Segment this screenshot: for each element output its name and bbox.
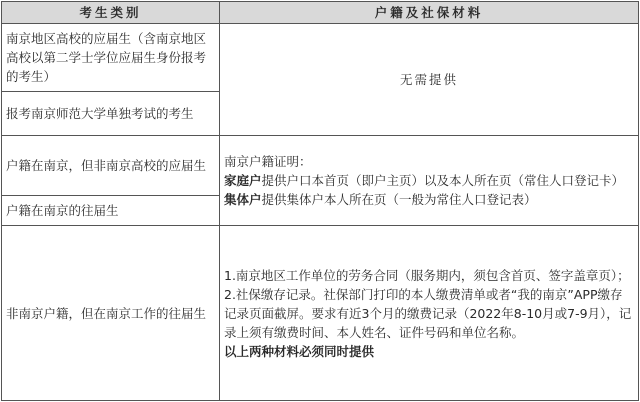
category-cell: 非南京户籍，但在南京工作的往届生 — [2, 226, 220, 401]
family-label: 家庭户 — [224, 173, 262, 188]
material-note: 以上两种材料必须同时提供 — [224, 343, 375, 359]
table-row — [2, 226, 639, 401]
header-materials: 户籍及社保材料 — [220, 2, 639, 24]
material-title: 南京户籍证明： — [224, 154, 312, 169]
material-item-2: 2.社保缴存记录。社保部门打印的本人缴费清单或者“我的南京”APP缴存记录页面截屏。要求有近3个月的缴费记录（2022年8-10月或7-9月），记录上须有缴费时间、本人姓名、证件号码和单位名称。 — [224, 286, 632, 340]
material-cell-nonlocal — [220, 226, 639, 401]
collective-text: 提供集体户本人所在页（一般为常住人口登记表） — [261, 192, 537, 207]
family-line — [224, 171, 634, 190]
category-cell: 户籍在南京的往届生 — [2, 196, 220, 226]
table-row — [2, 24, 639, 92]
collective-line — [224, 190, 634, 209]
header-category: 考生类别 — [2, 2, 220, 24]
collective-label: 集体户 — [224, 192, 262, 207]
requirements-table — [1, 1, 639, 401]
category-cell: 户籍在南京，但非南京高校的应届生 — [2, 136, 220, 196]
material-item-1: 1.南京地区工作单位的劳务合同（服务期内，须包含首页、签字盖章页）； — [224, 267, 630, 283]
material-cell-nanjing — [220, 136, 639, 226]
category-cell: 南京地区高校的应届生（含南京地区高校以第二学士学位应届生身份报考的考生） — [2, 24, 220, 92]
family-text: 提供户口本首页（即户主页）以及本人所在页（常住人口登记卡） — [261, 173, 625, 188]
table-row — [2, 136, 639, 196]
material-cell-none: 无需提供 — [220, 24, 639, 136]
table-header-row — [2, 2, 639, 24]
category-cell: 报考南京师范大学单独考试的考生 — [2, 92, 220, 136]
